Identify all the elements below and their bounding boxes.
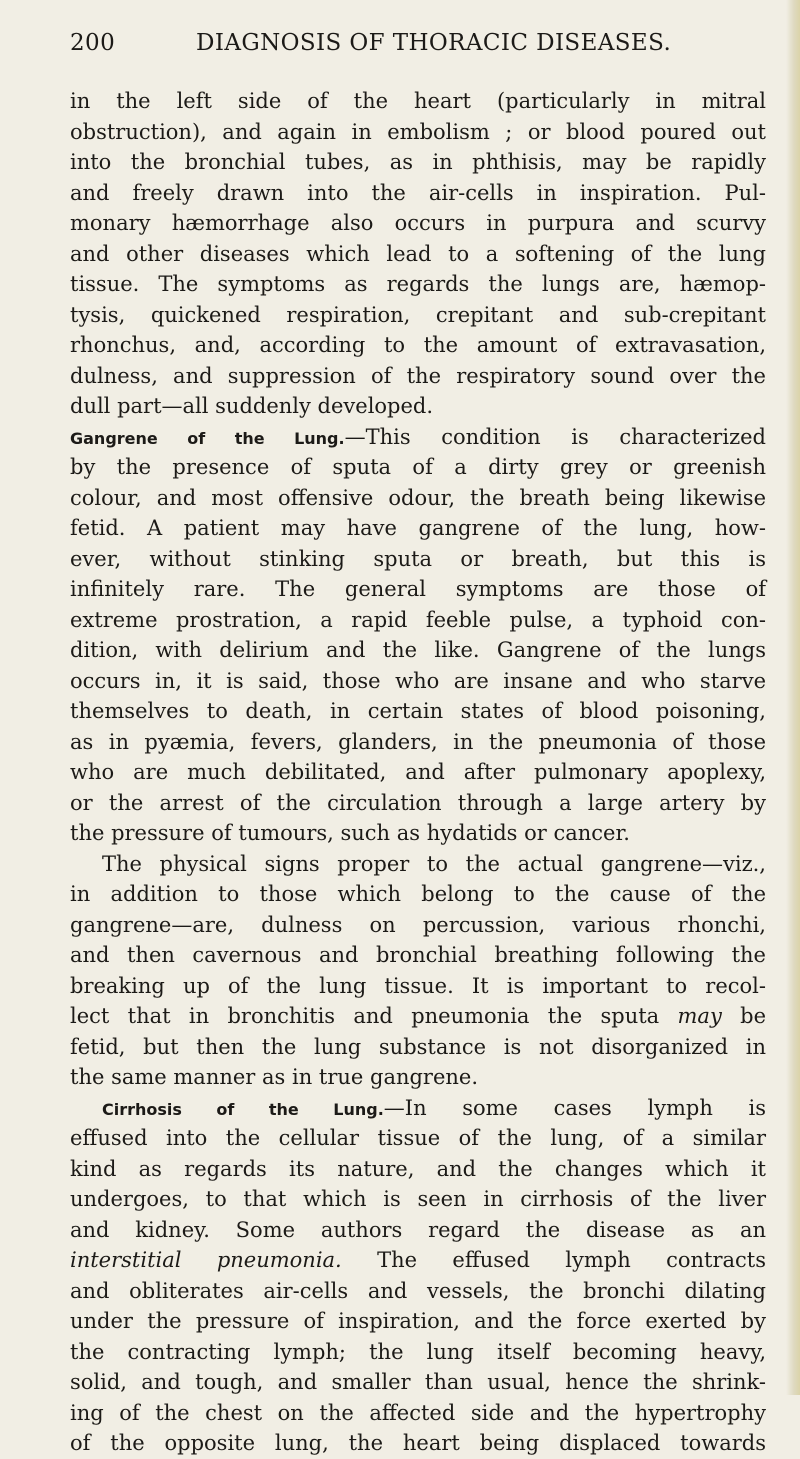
text-line: fetid, but then the lung substance is not disorganized in — [70, 1034, 766, 1059]
text-line: extreme prostration, a rapid feeble pulse, a typhoid con- — [70, 607, 766, 632]
text-line: colour, and most offensive odour, the breath being likewise — [70, 485, 766, 510]
text-line: infinitely rare. The general symptoms are those of — [70, 577, 766, 601]
text-line: dulness, and suppression of the respiratory sound over the — [70, 363, 766, 388]
text-line: kind as regards its nature, and the changes which it — [70, 1156, 766, 1181]
mixed-text-line — [70, 1245, 766, 1276]
text-line: occurs in, it is said, those who are insane and who starve — [70, 668, 766, 693]
text-line: or the arrest of the circulation through a large artery by — [70, 790, 766, 815]
text-run: lect that in bronchitis and pneumonia the sputa — [70, 1004, 660, 1028]
page-edge-shading — [786, 0, 800, 1395]
section-heading-gangrene: Gangrene of the Lung. — [70, 428, 345, 448]
running-title: DIAGNOSIS OF THORACIC DISEASES. — [196, 30, 672, 56]
text-run: The effused lymph contracts — [341, 1248, 767, 1272]
text-run: —In some cases lymph is — [383, 1095, 767, 1120]
text-line: tissue. The symptoms as regards the lungs are, hæmop- — [70, 272, 766, 296]
text-line: and freely drawn into the air-cells in inspiration. Pul- — [70, 180, 766, 205]
text-line: into the bronchial tubes, as in phthisis, may be rapidly — [70, 150, 766, 174]
text-line: and other diseases which lead to a softening of the lung — [70, 241, 766, 266]
text-line: as in pyæmia, fevers, glanders, in the pneumonia of those — [70, 729, 766, 754]
text-line: under the pressure of inspiration, and the force exerted by — [70, 1309, 766, 1333]
text-run: be — [721, 1004, 767, 1028]
text-line: in addition to those which belong to the cause of the — [70, 882, 766, 906]
text-line: obstruction), and again in embolism ; or blood poured out — [70, 119, 766, 144]
text-line: themselves to death, in certain states of blood poisoning, — [70, 699, 766, 723]
text-line: of the opposite lung, the heart being displaced towards — [70, 1431, 766, 1455]
text-line: by the presence of sputa of a dirty grey or greenish — [70, 455, 766, 479]
text-line: The physical signs proper to the actual gangrene—viz., — [102, 851, 766, 876]
section-heading-cirrhosis: Cirrhosis of the Lung. — [102, 1099, 384, 1119]
text-line: and kidney. Some authors regard the disease as an — [70, 1217, 766, 1242]
text-line: in the left side of the heart (particularly in mitral — [70, 89, 766, 113]
body-text — [70, 86, 766, 1459]
text-line: effused into the cellular tissue of the lung, of a similar — [70, 1126, 766, 1150]
text-line: gangrene—are, dulness on percussion, various rhonchi, — [70, 912, 766, 937]
text-line: dull part—all suddenly developed. — [70, 394, 434, 418]
text-line: tysis, quickened respiration, crepitant and sub-crepitant — [70, 302, 766, 327]
text-line: fetid. A patient may have gangrene of the lung, how- — [70, 516, 766, 540]
text-run: —This condition is characterized — [344, 424, 766, 449]
text-line: monary hæmorrhage also occurs in purpura and scurvy — [70, 211, 766, 235]
text-line: and then cavernous and bronchial breathing following the — [70, 943, 766, 967]
text-line: the contracting lymph; the lung itself becoming heavy, — [70, 1339, 766, 1364]
text-line: ing of the chest on the affected side and the hypertrophy — [70, 1400, 766, 1425]
text-line: rhonchus, and, according to the amount of extravasation, — [70, 333, 766, 357]
section-first-line — [70, 1093, 766, 1124]
italic-phrase: interstitial pneumonia. — [70, 1248, 342, 1272]
mixed-text-line — [70, 1001, 766, 1032]
text-line: the same manner as in true gangrene. — [70, 1065, 479, 1089]
text-line: solid, and tough, and smaller than usual, hence the shrink- — [70, 1370, 766, 1394]
italic-word: may — [677, 1004, 722, 1028]
text-line: dition, with delirium and the like. Gangrene of the lungs — [70, 638, 766, 662]
text-line: ever, without stinking sputa or breath, but this is — [70, 546, 766, 571]
running-header — [70, 30, 766, 64]
text-line: the pressure of tumours, such as hydatids or cancer. — [70, 821, 630, 845]
text-line: undergoes, to that which is seen in cirrhosis of the liver — [70, 1187, 766, 1211]
text-line: who are much debilitated, and after pulmonary apoplexy, — [70, 760, 766, 784]
page-number: 200 — [70, 30, 116, 56]
section-first-line — [70, 422, 766, 453]
text-line: breaking up of the lung tissue. It is important to recol- — [70, 973, 766, 998]
text-line: and obliterates air-cells and vessels, the bronchi dilating — [70, 1278, 766, 1303]
